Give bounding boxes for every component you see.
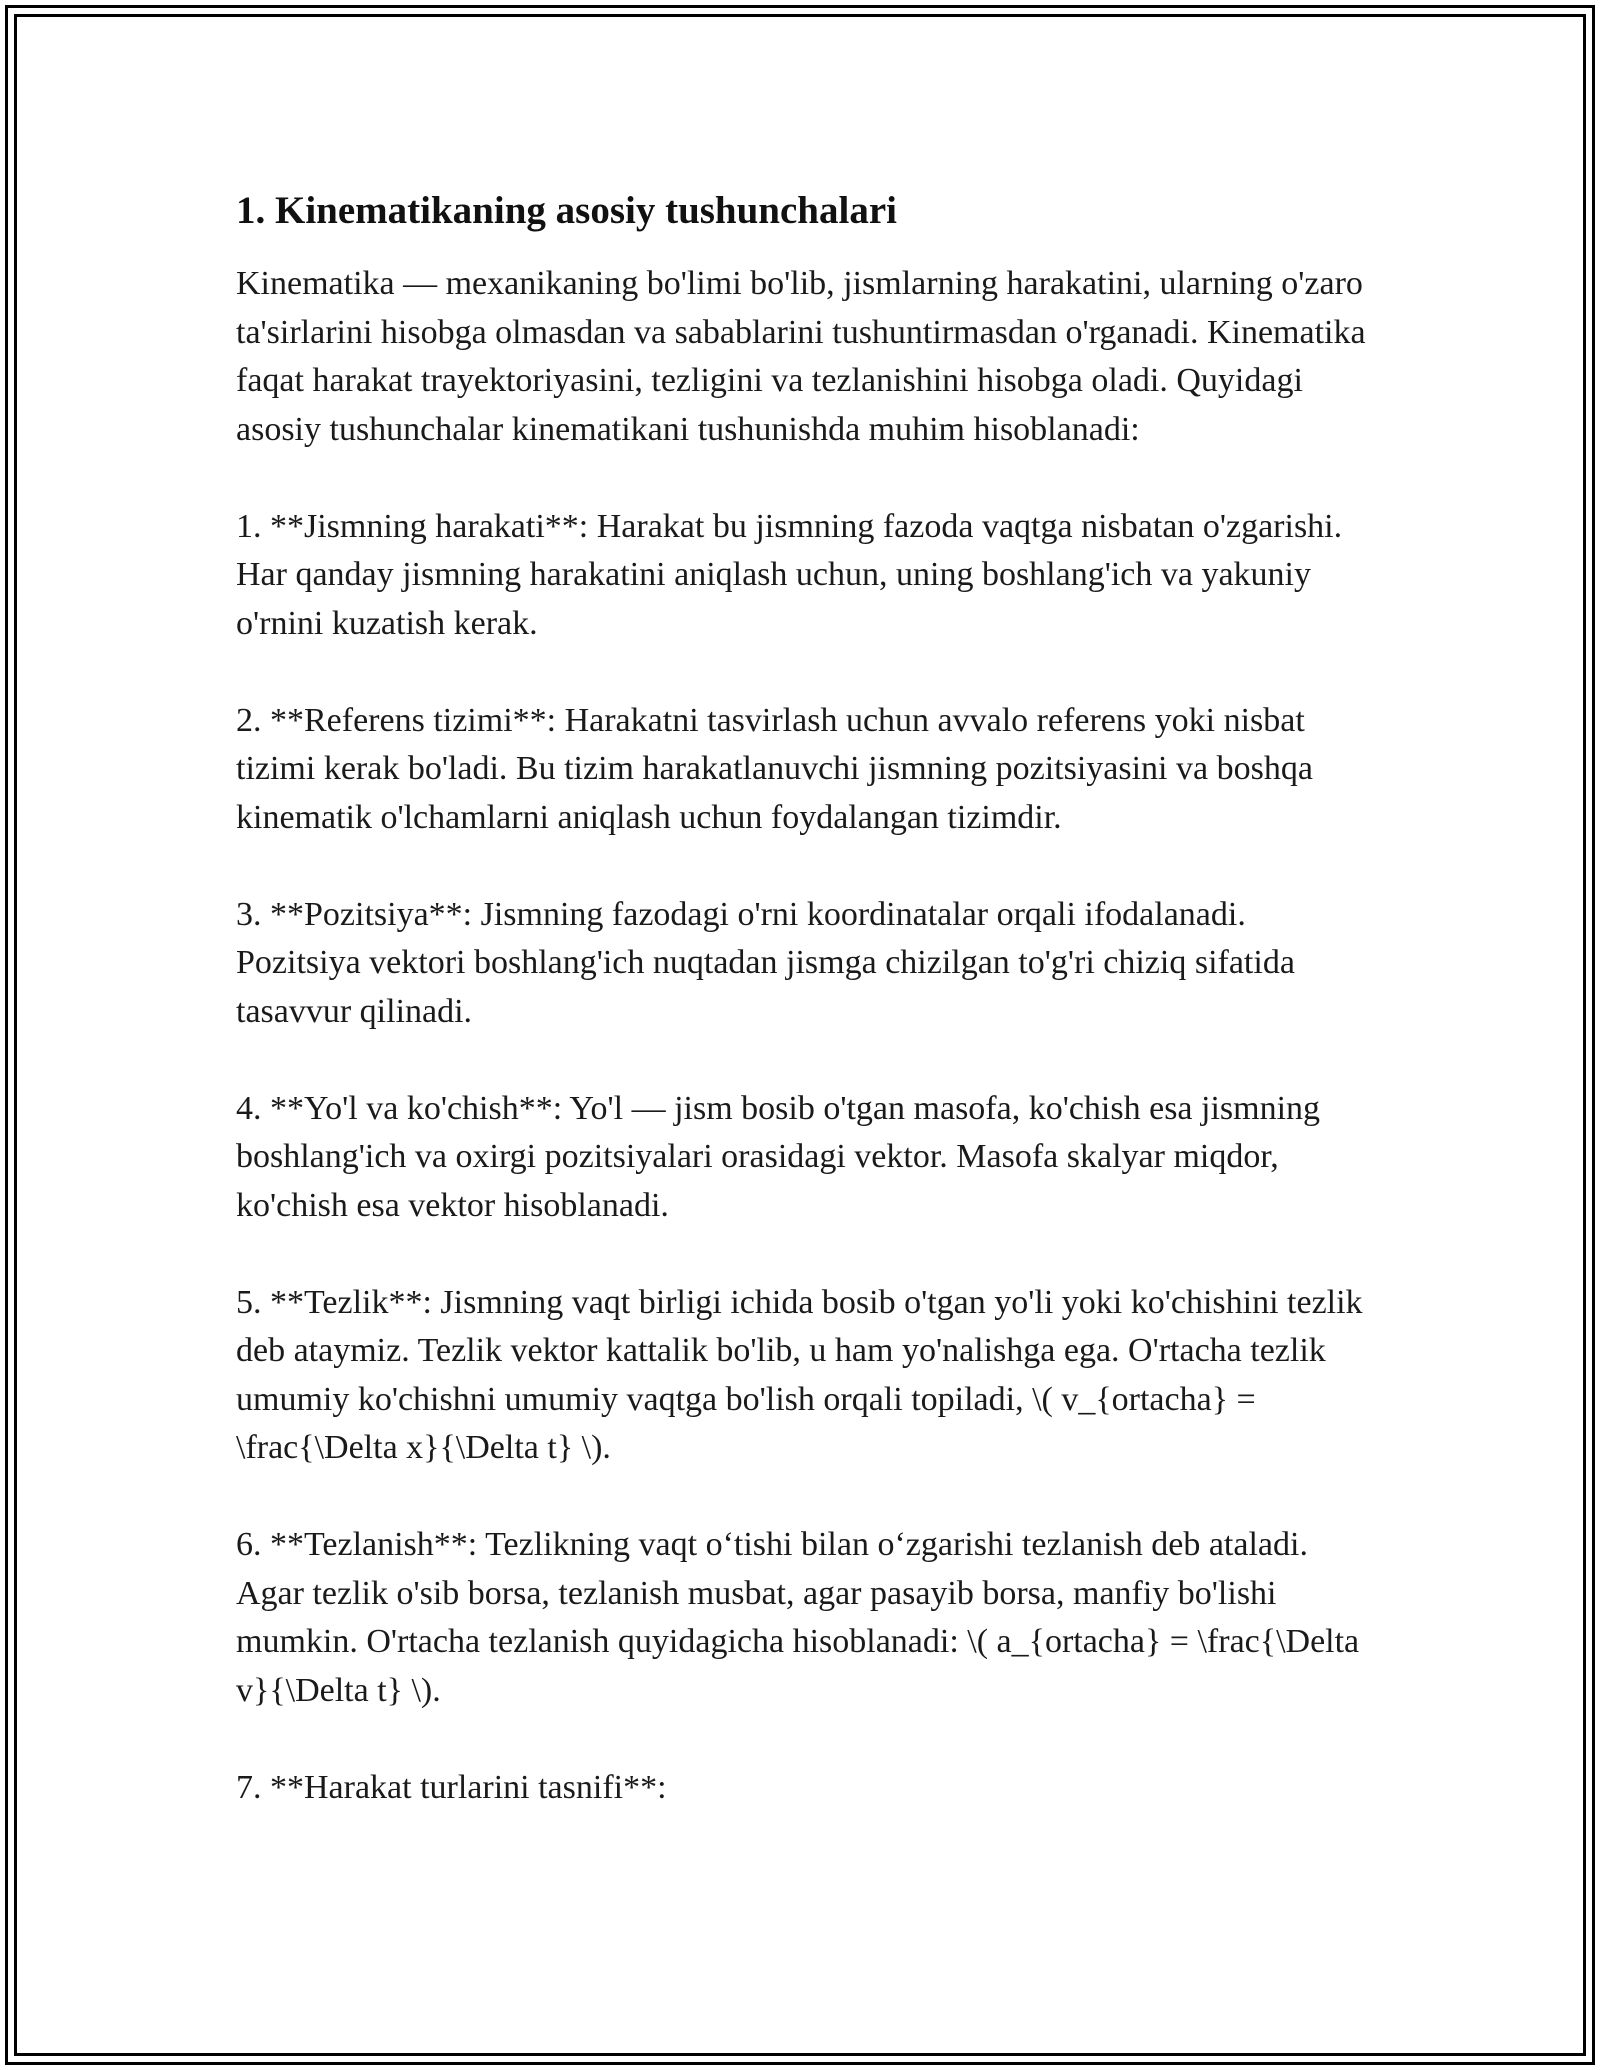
list-item-jismning-harakati: 1. **Jismning harakati**: Harakat bu jismning fazoda vaqtga nisbatan o'zgarishi. Har qanday jismning harakatini aniqlash uchun, uning boshlang'ich va yakuniy o'rnini kuzatish kerak. (236, 507, 1343, 642)
list-item-yol-va-kochish: 4. **Yo'l va ko'chish**: Yo'l — jism bosib o'tgan masofa, ko'chish esa jismning boshlang'ich va oxirgi pozitsiyalari orasidagi vektor. Masofa skalyar miqdor, ko'chish esa vektor hisoblanadi. (236, 1089, 1321, 1224)
intro-paragraph: Kinematika — mexanikaning bo'limi bo'lib, jismlarning harakatini, ularning o'zaro ta'sirlarini hisobga olmasdan va sabablarini tushuntirmasdan o'rganadi. Kinematika faqat harakat trayektoriyasini, tezligini va tezlanishini hisobga oladi. Quyidagi asosiy tushunchalar kinematikani tushunishda muhim hisoblanadi: (236, 265, 1366, 448)
list-item-pozitsiya: 3. **Pozitsiya**: Jismning fazodagi o'rni koordinatalar orqali ifodalanadi. Pozitsiya vektori boshlang'ich nuqtadan jismga chizilgan to'g'ri chiziq sifatida tasavvur qilinadi. (236, 895, 1295, 1030)
list-item-tezlik: 5. **Tezlik**: Jismning vaqt birligi ichida bosib o'tgan yo'li yoki ko'chishini tezlik deb ataymiz. Tezlik vektor kattalik bo'lib, u ham yo'nalishga ega. O'rtacha tezlik umumiy ko'chishni umumiy vaqtga bo'lish orqali topiladi, \( v_{ortacha} = \frac{\Delta x}{\Delta t} \). (236, 1283, 1363, 1466)
list-item-harakat-turlari: 7. **Harakat turlarini tasnifi**: (236, 1768, 667, 1806)
list-item-tezlanish: 6. **Tezlanish**: Tezlikning vaqt o‘tishi bilan o‘zgarishi tezlanish deb ataladi. Agar tezlik o'sib borsa, tezlanish musbat, agar pasayib borsa, manfiy bo'lishi mumkin. O'rtacha tezlanish quyidagicha hisoblanadi: \( a_{ortacha} = \frac{\Delta v}{\Delta t} \). (236, 1526, 1360, 1709)
section-heading: 1. Kinematikaning asosiy tushunchalari (236, 189, 897, 232)
document-body (236, 186, 1376, 1861)
list-item-referens-tizimi: 2. **Referens tizimi**: Harakatni tasvirlash uchun avvalo referens yoki nisbat tizimi kerak bo'ladi. Bu tizim harakatlanuvchi jismning pozitsiyasini va boshqa kinematik o'lchamlarni aniqlash uchun foydalangan tizimdir. (236, 701, 1313, 836)
